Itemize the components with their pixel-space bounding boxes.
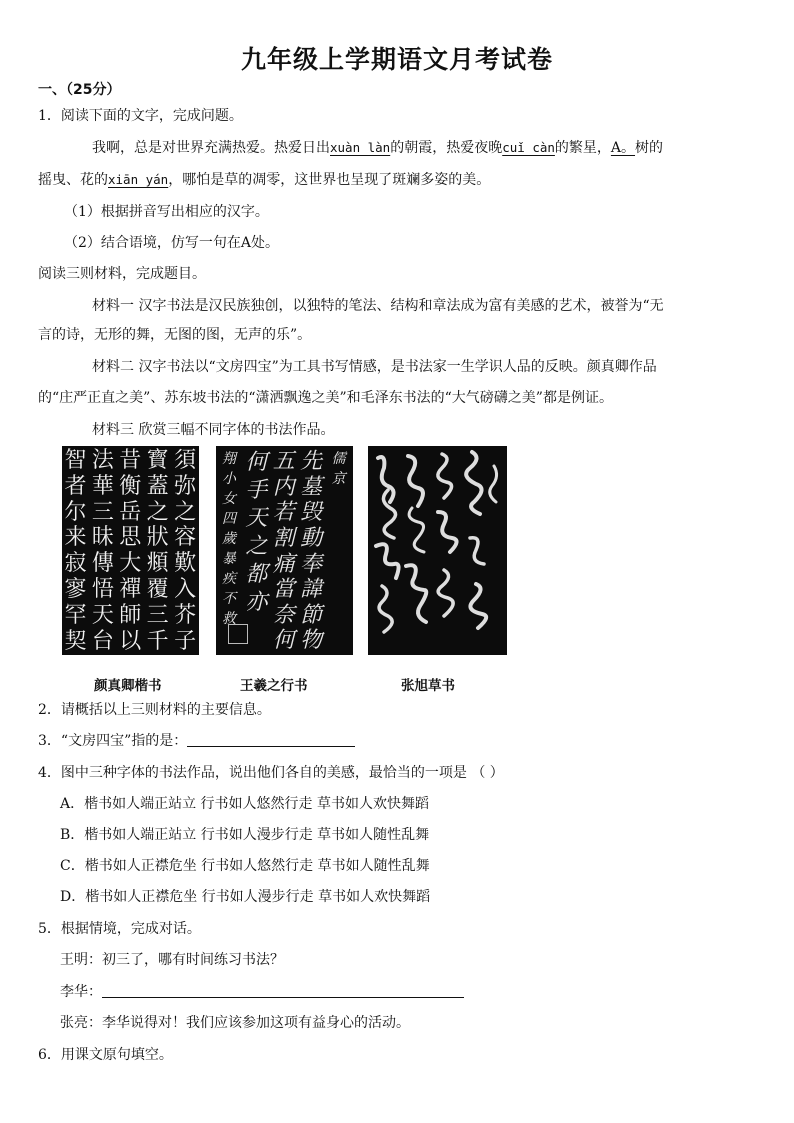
calligraphy-char: 不 xyxy=(222,591,236,607)
calligraphy-char: 歎 xyxy=(174,551,197,577)
answer-blank[interactable] xyxy=(187,732,355,747)
calligraphy-char: 割 xyxy=(272,525,295,551)
calligraphy-char: 内 xyxy=(272,474,295,500)
question-2: 2．请概括以上三则材料的主要信息。 xyxy=(38,702,271,718)
cursive-strokes-graphic xyxy=(368,446,507,655)
calligraphy-char: 之 xyxy=(174,499,197,525)
calligraphy-char: 天 xyxy=(91,602,114,628)
calligraphy-char: 四 xyxy=(222,511,236,527)
calligraphy-char: 奉 xyxy=(300,551,323,577)
pinyin-blank-3: xiān yán xyxy=(108,172,169,187)
passage-text: 树的 xyxy=(635,140,664,156)
calligraphy-char: 狀 xyxy=(146,525,169,551)
calligraphy-char: 来 xyxy=(64,525,87,551)
calligraphy-char: 翔 xyxy=(222,451,236,467)
calligraphy-char: 天 xyxy=(245,506,268,531)
page-title: 九年级上学期语文月考试卷 xyxy=(240,45,553,74)
question-1-sub-1: （1）根据拼音写出相应的汉字。 xyxy=(64,204,269,220)
passage-text: 的朝霞，热爱夜晚 xyxy=(390,140,503,156)
calligraphy-char: 弥 xyxy=(174,473,197,499)
calligraphy-char: 岳 xyxy=(119,499,142,525)
passage-text: 摇曳、花的 xyxy=(38,172,108,188)
calligraphy-char: 法 xyxy=(91,448,114,473)
calligraphy-char: 千 xyxy=(146,628,169,654)
calligraphy-char: 寥 xyxy=(64,577,87,602)
calligraphy-char: 節 xyxy=(300,602,323,628)
kaishu-calligraphy-image xyxy=(62,446,199,655)
calligraphy-char: 昔 xyxy=(119,448,142,473)
xingshu-calligraphy-image xyxy=(216,446,353,655)
question-4-option-b: B．楷书如人端正站立 行书如人漫步行走 草书如人随性乱舞 xyxy=(60,827,430,843)
answer-blank[interactable] xyxy=(102,983,464,998)
material-1-line-1: 材料一 汉字书法是汉民族独创，以独特的笔法、结构和章法成为富有美感的艺术，被誉为“无 xyxy=(92,298,664,314)
calligraphy-char: 暴 xyxy=(222,551,236,567)
dialogue-wangming: 王明：初三了，哪有时间练习书法？ xyxy=(60,952,284,968)
question-1-passage-line-2 xyxy=(38,170,490,190)
question-3 xyxy=(38,731,355,751)
calligraphy-char: 先 xyxy=(300,449,323,474)
question-6: 6．用课文原句填空。 xyxy=(38,1047,173,1063)
calligraphy-char: 以 xyxy=(119,628,142,654)
calligraphy-char: 者 xyxy=(64,473,87,499)
calligraphy-char: 動 xyxy=(300,525,323,551)
material-2-line-2: 的“庄严正直之美”、苏东坡书法的“潇洒飘逸之美”和毛泽东书法的“大气磅礴之美”都是例证。 xyxy=(38,390,613,406)
calligraphy-char: 三 xyxy=(91,499,114,525)
calligraphy-char: 當 xyxy=(272,577,295,603)
calligraphy-char: 華 xyxy=(91,473,114,499)
calligraphy-char: 若 xyxy=(272,500,295,526)
passage-text: 我啊，总是对世界充满热爱。热爱日出 xyxy=(92,140,330,156)
calligraphy-char: 之 xyxy=(245,534,268,559)
calligraphy-char: 衡 xyxy=(119,473,142,499)
calligraphy-char: 物 xyxy=(300,628,323,654)
calligraphy-char: 京 xyxy=(331,471,346,487)
question-3-text: 3．“文房四宝”指的是： xyxy=(38,733,188,749)
question-4-option-a: A．楷书如人端正站立 行书如人悠然行走 草书如人欢快舞蹈 xyxy=(60,796,430,812)
calligraphy-char: 疾 xyxy=(222,571,236,587)
pinyin-blank-2: cuǐ càn xyxy=(502,140,555,155)
calligraphy-char: 頫 xyxy=(146,551,169,577)
calligraphy-char: 尔 xyxy=(64,499,87,525)
material-1-line-2: 言的诗，无形的舞，无图的图，无声的乐”。 xyxy=(38,327,312,343)
calligraphy-char: 子 xyxy=(174,628,197,654)
calligraphy-char: 智 xyxy=(64,448,87,473)
calligraphy-char: 墓 xyxy=(300,474,323,500)
calligraphy-char: 師 xyxy=(119,602,142,628)
question-1-stem: 1．阅读下面的文字，完成问题。 xyxy=(38,108,243,124)
calligraphy-char: 覆 xyxy=(146,577,169,602)
calligraphy-char: 台 xyxy=(91,628,114,654)
calligraphy-char: 入 xyxy=(174,577,197,602)
question-4-option-d: D．楷书如人正襟危坐 行书如人漫步行走 草书如人欢快舞蹈 xyxy=(60,889,431,905)
question-1-sub-2: （2）结合语境，仿写一句在A处。 xyxy=(64,235,280,251)
calligraphy-char: 救 xyxy=(222,611,236,627)
calligraphy-char: 傳 xyxy=(91,551,114,577)
calligraphy-char: 容 xyxy=(174,525,197,551)
question-4-stem: 4．图中三种字体的书法作品，说出他们各自的美感，最恰当的一项是 （ ） xyxy=(38,765,504,781)
caoshu-calligraphy-image xyxy=(368,446,507,655)
calligraphy-char: 何 xyxy=(245,450,268,475)
calligraphy-char: 痛 xyxy=(272,551,295,577)
calligraphy-char: 三 xyxy=(146,602,169,628)
calligraphy-char: 諱 xyxy=(300,577,323,603)
calligraphy-char: 悟 xyxy=(91,577,114,602)
question-5-stem: 5．根据情境，完成对话。 xyxy=(38,921,201,937)
caption-caoshu: 张旭草书 xyxy=(401,678,455,694)
calligraphy-char: 手 xyxy=(245,478,268,503)
calligraphy-char: 都 xyxy=(245,562,268,587)
dialogue-lihua-label: 李华： xyxy=(60,984,102,1000)
calligraphy-char: 奈 xyxy=(272,602,295,628)
passage-text: 的繁星， xyxy=(554,140,611,156)
calligraphy-char: 思 xyxy=(119,525,142,551)
dialogue-lihua xyxy=(60,982,464,1002)
section-heading: 一、（25分） xyxy=(38,82,121,98)
calligraphy-char: 亦 xyxy=(245,590,268,615)
calligraphy-char: 契 xyxy=(64,628,87,654)
calligraphy-char: 之 xyxy=(146,499,169,525)
material-3: 材料三 欣赏三幅不同字体的书法作品。 xyxy=(92,422,335,438)
calligraphy-char: 小 xyxy=(222,471,236,487)
pinyin-blank-1: xuàn làn xyxy=(330,140,391,155)
question-4-option-c: C．楷书如人正襟危坐 行书如人悠然行走 草书如人随性乱舞 xyxy=(60,858,430,874)
calligraphy-char: 昧 xyxy=(91,525,114,551)
question-1-passage-line-1 xyxy=(92,138,663,158)
calligraphy-char: 罕 xyxy=(64,602,87,628)
calligraphy-char: 五 xyxy=(272,449,295,474)
caption-xingshu: 王羲之行书 xyxy=(240,678,308,694)
caption-kaishu: 颜真卿楷书 xyxy=(94,678,162,694)
calligraphy-char: 歲 xyxy=(222,531,236,547)
calligraphy-char: 蓋 xyxy=(146,473,169,499)
passage-text: ，哪怕是草的凋零，这世界也呈现了斑斓多姿的美。 xyxy=(168,172,491,188)
calligraphy-char: 何 xyxy=(272,628,295,654)
calligraphy-char: 女 xyxy=(222,491,236,507)
material-2-line-1: 材料二 汉字书法以“文房四宝”为工具书写情感，是书法家一生学识人品的反映。颜真卿作品 xyxy=(92,359,657,375)
reading-intro: 阅读三则材料，完成题目。 xyxy=(38,266,206,282)
mark-a: A。 xyxy=(610,140,636,156)
calligraphy-char: 寳 xyxy=(146,448,169,473)
calligraphy-char: 禪 xyxy=(119,577,142,602)
calligraphy-char: 毁 xyxy=(300,500,323,526)
calligraphy-char: 儒 xyxy=(331,451,346,467)
dialogue-zhangliang: 张亮：李华说得对！我们应该参加这项有益身心的活动。 xyxy=(60,1015,410,1031)
calligraphy-char: 寂 xyxy=(64,551,87,577)
calligraphy-char: 須 xyxy=(174,448,197,473)
calligraphy-char: 大 xyxy=(119,551,142,577)
calligraphy-char: 芥 xyxy=(174,602,197,628)
